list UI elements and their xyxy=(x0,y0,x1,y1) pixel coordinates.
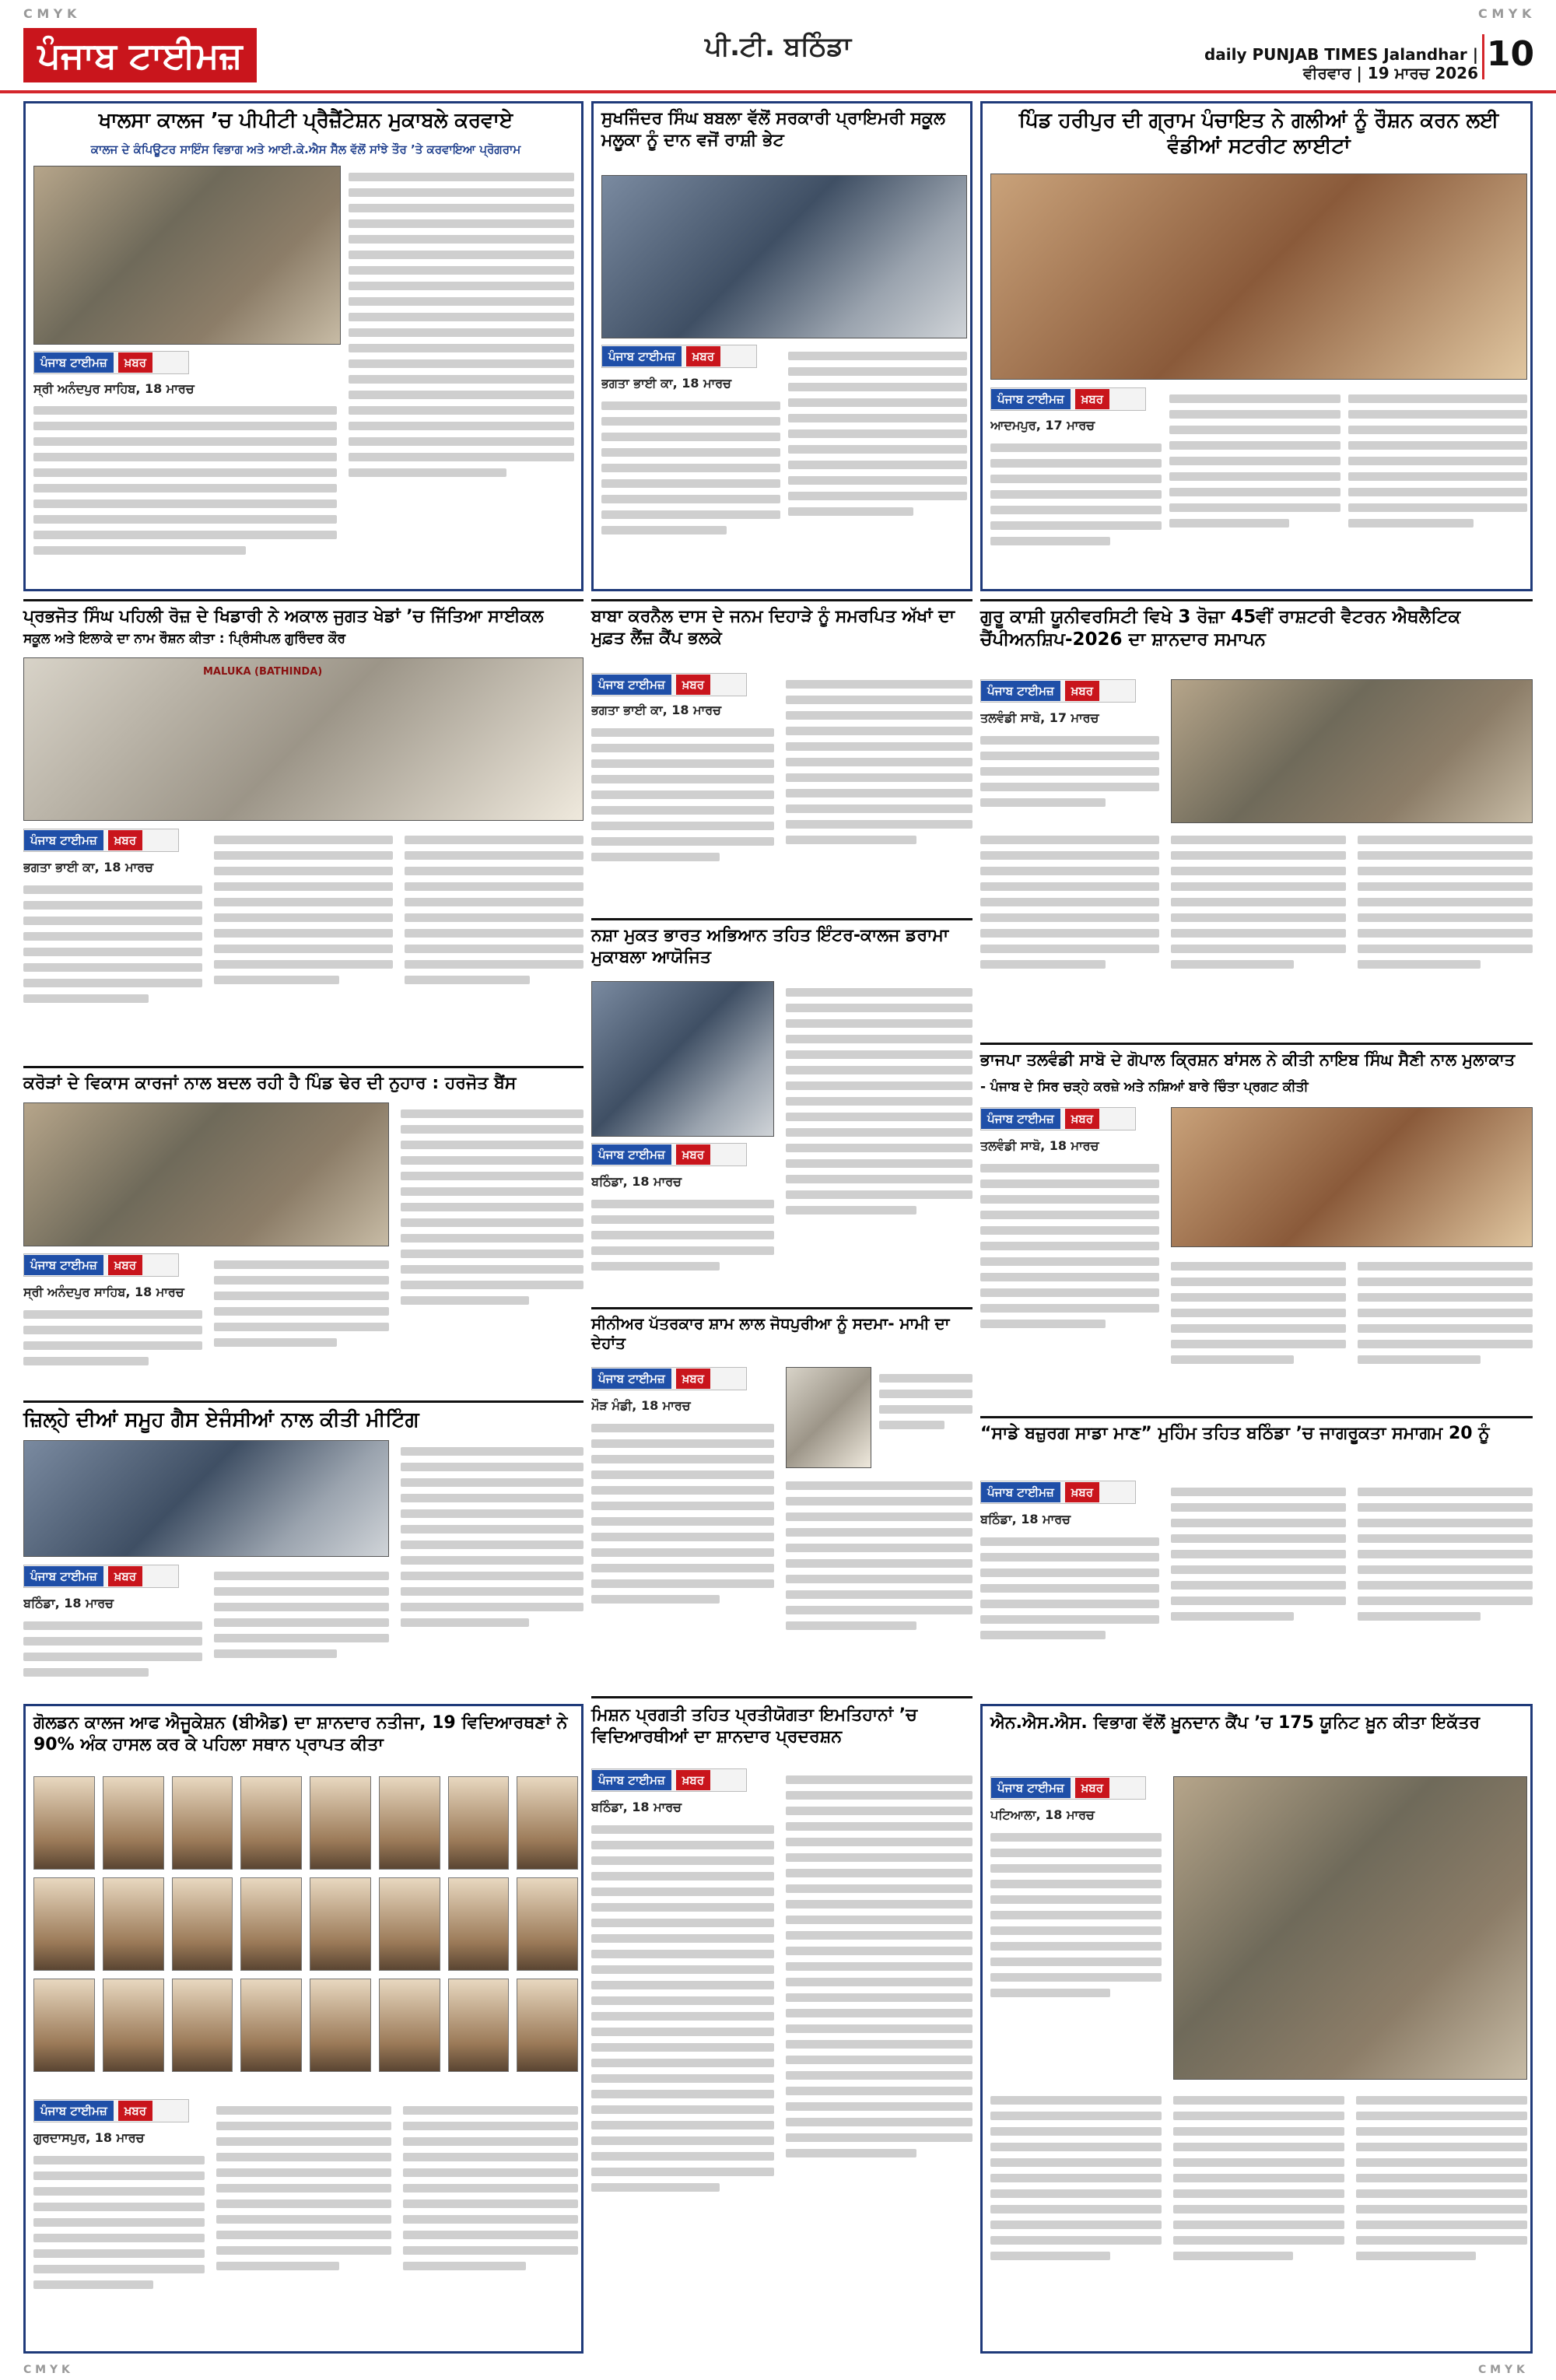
article-text xyxy=(214,1565,389,1696)
cmyk-left: C M Y K xyxy=(23,6,77,21)
dateline: ਗੁਰਦਾਸਪੁਰ, 18 ਮਾਰਚ xyxy=(33,2130,145,2145)
subhead: - ਪੰਜਾਬ ਦੇ ਸਿਰ ਚੜ੍ਹੇ ਕਰਜ਼ੇ ਅਤੇ ਨਸ਼ਿਆਂ ਬਾਰੇ ਚਿੰਤਾ ਪ੍ਰਗਟ ਕੀਤੀ xyxy=(980,1079,1309,1095)
article-text xyxy=(214,829,393,1057)
byline: ਪੰਜਾਬ ਟਾਈਮਜ਼ ਖ਼ਬਰ xyxy=(980,1107,1136,1130)
dateline: ਭਗਤਾ ਭਾਈ ਕਾ, 18 ਮਾਰਚ xyxy=(591,703,721,717)
article-text xyxy=(786,1474,972,1685)
dateline: ਬਠਿੰਡਾ, 18 ਮਾਰਚ xyxy=(23,1596,114,1611)
portrait xyxy=(172,1877,233,1971)
portrait xyxy=(448,1877,510,1971)
headline: ਕਰੋੜਾਂ ਦੇ ਵਿਕਾਸ ਕਾਰਜਾਂ ਨਾਲ ਬਦਲ ਰਹੀ ਹੈ ਪਿੰਡ ਢੇਰ ਦੀ ਨੁਹਾਰ : ਹਰਜੋਤ ਬੈਂਸ xyxy=(23,1074,517,1093)
headline: ਐਨ.ਐਸ.ਐਸ. ਵਿਭਾਗ ਵੱਲੋਂ ਖ਼ੂਨਦਾਨ ਕੈਂਪ ’ਚ 175 ਯੂਨਿਟ ਖ਼ੂਨ ਕੀਤਾ ਇਕੱਤਰ xyxy=(990,1713,1481,1733)
photo-panchayat xyxy=(990,174,1527,380)
article-text xyxy=(33,399,337,586)
photo-donation xyxy=(601,175,967,338)
dateline: ਤਲਵੰਡੀ ਸਾਬੋ, 17 ਮਾਰਚ xyxy=(980,710,1099,725)
article-pragati xyxy=(591,1696,972,2354)
article-text xyxy=(990,436,1162,584)
article-text xyxy=(980,729,1159,822)
masthead: ਪੰਜਾਬ ਟਾਈਮਜ਼ xyxy=(23,28,257,82)
article-text xyxy=(980,1157,1159,1406)
headline: ਸੀਨੀਅਰ ਪੱਤਰਕਾਰ ਸ਼ਾਮ ਲਾਲ ਜੋਧਪੁਰੀਆ ਨੂੰ ਸਦਮਾ- ਮਾਮੀ ਦਾ ਦੇਹਾਂਤ xyxy=(591,1314,950,1352)
headline: ਗੁਰੂ ਕਾਸ਼ੀ ਯੂਨੀਵਰਸਿਟੀ ਵਿਖੇ 3 ਰੋਜ਼ਾ 45ਵੀਂ ਰਾਸ਼ਟਰੀ ਵੈਟਰਨ ਐਥਲੈਟਿਕ ਚੈਂਪੀਅਨਸ਼ਿਪ-2026 ਦਾ ਸ਼ਾਨਦਾਰ ਸਮਾਪਨ xyxy=(980,607,1461,650)
byline: ਪੰਜਾਬ ਟਾਈਮਜ਼ ਖ਼ਬਰ xyxy=(23,829,179,852)
portrait xyxy=(240,1877,302,1971)
headline: ਭਾਜਪਾ ਤਲਵੰਡੀ ਸਾਬੋ ਦੇ ਗੋਪਾਲ ਕ੍ਰਿਸ਼ਨ ਬਾਂਸਲ ਨੇ ਕੀਤੀ ਨਾਇਬ ਸਿੰਘ ਸੈਣੀ ਨਾਲ ਮੁਲਾਕਾਤ xyxy=(980,1050,1516,1069)
article-text xyxy=(1171,1481,1346,1694)
article-text xyxy=(591,1417,774,1685)
article-text xyxy=(980,829,1159,1035)
article-text xyxy=(990,2089,1162,2347)
article-text xyxy=(401,1102,584,1393)
article-eye-camp xyxy=(591,599,972,910)
portrait xyxy=(103,1877,164,1971)
article-text xyxy=(786,673,972,908)
article-text xyxy=(591,1193,774,1298)
article-drama xyxy=(591,918,972,1299)
headline: ਖਾਲਸਾ ਕਾਲਜ ’ਚ ਪੀਪੀਟੀ ਪ੍ਰੈਜ਼ੈਂਟੇਸ਼ਨ ਮੁਕਾਬਲੇ ਕਰਵਾਏ xyxy=(98,109,513,132)
article-gas xyxy=(23,1400,584,1696)
byline: ਪੰਜਾਬ ਟਾਈਮਜ਼ ਖ਼ਬਰ xyxy=(990,387,1146,411)
article-text xyxy=(980,1530,1159,1694)
article-text xyxy=(1348,387,1527,584)
byline: ਪੰਜਾਬ ਟਾਈਮਜ਼ ਖ਼ਬਰ xyxy=(591,1143,747,1166)
dateline: ਮੌੜ ਮੰਡੀ, 18 ਮਾਰਚ xyxy=(591,1398,691,1413)
article-jodhpuria xyxy=(591,1307,972,1688)
subhead: ਕਾਲਜ ਦੇ ਕੰਪਿਊਟਰ ਸਾਇੰਸ ਵਿਭਾਗ ਅਤੇ ਆਈ.ਕੇ.ਐਸ ਸੈੱਲ ਵੱਲੋਂ ਸਾਂਝੇ ਤੌਰ ’ਤੇ ਕਰਵਾਇਆ ਪ੍ਰੋਗਰਾਮ xyxy=(90,142,521,156)
headline: ਪ੍ਰਭਜੋਤ ਸਿੰਘ ਪਹਿਲੀ ਰੋਜ਼ ਦੇ ਖਿਡਾਰੀ ਨੇ ਅਕਾਲ ਜੁਗਤ ਖੇਡਾਂ ’ਚ ਜਿੱਤਿਆ ਸਾਈਕਲ xyxy=(23,607,544,626)
portrait xyxy=(310,1877,371,1971)
portrait xyxy=(448,1979,510,2072)
section-title: ਪੀ.ਟੀ. ਬਠਿੰਡਾ xyxy=(704,31,852,62)
article-text xyxy=(1358,1255,1533,1406)
portrait xyxy=(310,1776,371,1870)
article-text xyxy=(403,2099,578,2347)
article-text xyxy=(1356,2089,1527,2347)
article-blood xyxy=(980,1704,1533,2354)
byline: ਪੰਜਾਬ ਟਾਈਮਜ਼ ਖ਼ਬਰ xyxy=(990,1776,1146,1800)
article-text xyxy=(23,1614,202,1696)
footer-cmyk-right: C M Y K xyxy=(1478,2364,1525,2376)
article-text xyxy=(216,2099,391,2347)
photo-obituary xyxy=(786,1367,871,1468)
article-text xyxy=(1169,387,1340,584)
article-text xyxy=(1358,1481,1533,1694)
article-text xyxy=(349,166,574,586)
photo-drama xyxy=(591,981,774,1137)
byline: ਪੰਜਾਬ ਟਾਈਮਜ਼ ਖ਼ਬਰ xyxy=(591,1367,747,1390)
dateline: ਪਟਿਆਲਾ, 18 ਮਾਰਚ xyxy=(990,1807,1095,1822)
edition-line: daily PUNJAB TIMES Jalandhar | ਵੀਰਵਾਰ | 19 ਮਾਰਚ 2026 xyxy=(1204,45,1478,82)
portrait xyxy=(103,1776,164,1870)
byline: ਪੰਜਾਬ ਟਾਈਮਜ਼ ਖ਼ਬਰ xyxy=(33,2099,189,2122)
article-golden xyxy=(23,1704,584,2354)
portrait xyxy=(240,1776,302,1870)
article-guru-kashi xyxy=(980,599,1533,1035)
article-khalsa xyxy=(23,101,584,591)
byline: ਪੰਜਾਬ ਟਾਈਮਜ਼ ਖ਼ਬਰ xyxy=(23,1253,179,1277)
headline: ਸੁਖਜਿੰਦਰ ਸਿੰਘ ਬਬਲਾ ਵੱਲੋਂ ਸਰਕਾਰੀ ਪ੍ਰਾਇਮਰੀ ਸਕੂਲ ਮਲੂਕਾ ਨੂੰ ਦਾਨ ਵਜੋਂ ਰਾਸ਼ੀ ਭੇਟ xyxy=(601,109,945,150)
dateline: ਬਠਿੰਡਾ, 18 ਮਾਰਚ xyxy=(591,1800,682,1814)
byline: ਪੰਜਾਬ ਟਾਈਮਜ਼ ਖ਼ਬਰ xyxy=(591,673,747,696)
article-text xyxy=(214,1253,389,1393)
article-sanjha xyxy=(980,1416,1533,1696)
dateline: ਭਗਤਾ ਭਾਈ ਕਾ, 18 ਮਾਰਚ xyxy=(23,860,153,875)
portrait xyxy=(240,1979,302,2072)
photo-gas-meeting xyxy=(23,1440,389,1557)
article-sukhjinder xyxy=(591,101,972,591)
portrait xyxy=(379,1776,440,1870)
headline: ਮਿਸ਼ਨ ਪ੍ਰਗਤੀ ਤਹਿਤ ਪ੍ਰਤੀਯੋਗਤਾ ਇਮਤਿਹਾਨਾਂ ’ਚ ਵਿਦਿਆਰਥੀਆਂ ਦਾ ਸ਼ਾਨਦਾਰ ਪ੍ਰਦਰਸ਼ਨ xyxy=(591,1705,917,1747)
byline: ਪੰਜਾਬ ਟਾਈਮਜ਼ ਖ਼ਬਰ xyxy=(23,1565,179,1588)
portrait xyxy=(379,1979,440,2072)
headline: ਬਾਬਾ ਕਰਨੈਲ ਦਾਸ ਦੇ ਜਨਮ ਦਿਹਾੜੇ ਨੂੰ ਸਮਰਪਿਤ ਅੱਖਾਂ ਦਾ ਮੁਫ਼ਤ ਲੈਂਜ਼ ਕੈਂਪ ਭਲਕੇ xyxy=(591,607,955,648)
byline: ਪੰਜਾਬ ਟਾਈਮਜ਼ ਖ਼ਬਰ xyxy=(601,345,757,368)
portrait xyxy=(310,1979,371,2072)
portrait xyxy=(33,1979,95,2072)
photo-cycle-winner xyxy=(23,657,584,821)
photo-blood-camp xyxy=(1173,1776,1527,2080)
article-text xyxy=(879,1367,972,1468)
portrait xyxy=(379,1877,440,1971)
article-text xyxy=(788,345,967,586)
page-number: 10 xyxy=(1482,34,1537,79)
banner-text: MALUKA (BATHINDA) xyxy=(203,666,323,678)
article-text xyxy=(33,2149,205,2347)
article-text xyxy=(1171,829,1346,1035)
portrait xyxy=(517,1877,578,1971)
article-text xyxy=(1171,1255,1346,1406)
article-bjp xyxy=(980,1043,1533,1408)
subhead: ਸਕੂਲ ਅਤੇ ਇਲਾਕੇ ਦਾ ਨਾਮ ਰੌਸ਼ਨ ਕੀਤਾ : ਪ੍ਰਿੰਸੀਪਲ ਗੁਰਿੰਦਰ ਕੌਰ xyxy=(23,631,345,647)
footer-cmyk-left: C M Y K xyxy=(23,2364,70,2376)
portrait xyxy=(33,1776,95,1870)
article-text xyxy=(401,1440,584,1696)
headline: ਪਿੰਡ ਹਰੀਪੁਰ ਦੀ ਗ੍ਰਾਮ ਪੰਚਾਇਤ ਨੇ ਗਲੀਆਂ ਨੂੰ ਰੌਸ਼ਨ ਕਰਨ ਲਈ ਵੰਡੀਆਂ ਸਟਰੀਟ ਲਾਈਟਾਂ xyxy=(1018,109,1499,158)
article-text xyxy=(786,1768,972,2351)
byline: ਪੰਜਾਬ ਟਾਈਮਜ਼ ਖ਼ਬਰ xyxy=(980,679,1136,703)
article-text xyxy=(591,721,774,908)
article-cycle xyxy=(23,599,584,1058)
cmyk-right: C M Y K xyxy=(1478,6,1532,21)
dateline: ਬਠਿੰਡਾ, 18 ਮਾਰਚ xyxy=(591,1174,682,1189)
article-text xyxy=(601,394,780,585)
photo-harjot xyxy=(23,1102,389,1246)
dateline: ਭਗਤਾ ਭਾਈ ਕਾ, 18 ਮਾਰਚ xyxy=(601,376,731,391)
student-portraits xyxy=(33,1776,578,2072)
portrait xyxy=(172,1979,233,2072)
byline: ਪੰਜਾਬ ਟਾਈਮਜ਼ ਖ਼ਬਰ xyxy=(980,1481,1136,1504)
article-text xyxy=(405,829,584,1057)
photo-group xyxy=(33,166,341,345)
article-text xyxy=(1173,2089,1344,2347)
headline: ਜ਼ਿਲ੍ਹੇ ਦੀਆਂ ਸਮੂਹ ਗੈਸ ਏਜੰਸੀਆਂ ਨਾਲ ਕੀਤੀ ਮੀਟਿੰਗ xyxy=(23,1408,419,1432)
portrait xyxy=(172,1776,233,1870)
article-text xyxy=(786,981,972,1298)
article-text xyxy=(23,878,202,1057)
article-text xyxy=(23,1303,202,1393)
byline: ਪੰਜਾਬ ਟਾਈਮਜ਼ ਖ਼ਬਰ xyxy=(591,1768,747,1792)
article-haripur xyxy=(980,101,1533,591)
photo-bjp-meeting xyxy=(1171,1107,1533,1247)
portrait xyxy=(448,1776,510,1870)
dateline: ਆਦਮਪੁਰ, 17 ਮਾਰਚ xyxy=(990,418,1095,433)
article-text xyxy=(1358,829,1533,1035)
portrait xyxy=(103,1979,164,2072)
dateline: ਬਠਿੰਡਾ, 18 ਮਾਰਚ xyxy=(980,1512,1071,1526)
article-harjot xyxy=(23,1066,584,1393)
portrait xyxy=(517,1776,578,1870)
dateline: ਸ੍ਰੀ ਅਨੰਦਪੁਰ ਸਾਹਿਬ, 18 ਮਾਰਚ xyxy=(33,381,194,396)
portrait xyxy=(517,1979,578,2072)
headline: “ਸਾਡੇ ਬਜ਼ੁਰਗ ਸਾਡਾ ਮਾਣ” ਮੁਹਿੰਮ ਤਹਿਤ ਬਠਿੰਡਾ ’ਚ ਜਾਗਰੂਕਤਾ ਸਮਾਗਮ 20 ਨੂੰ xyxy=(980,1424,1490,1443)
portrait xyxy=(33,1877,95,1971)
article-text xyxy=(591,1818,774,2351)
byline: ਪੰਜਾਬ ਟਾਈਮਜ਼ ਖ਼ਬਰ xyxy=(33,351,189,374)
headline: ਗੋਲਡਨ ਕਾਲਜ ਆਫ ਐਜੂਕੇਸ਼ਨ (ਬੀਐਡ) ਦਾ ਸ਼ਾਨਦਾਰ ਨਤੀਜਾ, 19 ਵਿਦਿਆਰਥਣਾਂ ਨੇ 90% ਅੰਕ ਹਾਸਲ ਕਰ ਕੇ ਪਹਿਲਾ ਸਥਾਨ ਪ੍ਰਾਪਤ ਕੀਤਾ xyxy=(33,1713,568,1754)
dateline: ਤਲਵੰਡੀ ਸਾਬੋ, 18 ਮਾਰਚ xyxy=(980,1138,1099,1153)
article-text xyxy=(990,1826,1162,2079)
photo-athletics xyxy=(1171,679,1533,823)
dateline: ਸ੍ਰੀ ਅਨੰਦਪੁਰ ਸਾਹਿਬ, 18 ਮਾਰਚ xyxy=(23,1285,184,1299)
headline: ਨਸ਼ਾ ਮੁਕਤ ਭਾਰਤ ਅਭਿਆਨ ਤਹਿਤ ਇੰਟਰ-ਕਾਲਜ ਡਰਾਮਾ ਮੁਕਾਬਲਾ ਆਯੋਜਿਤ xyxy=(591,926,949,967)
